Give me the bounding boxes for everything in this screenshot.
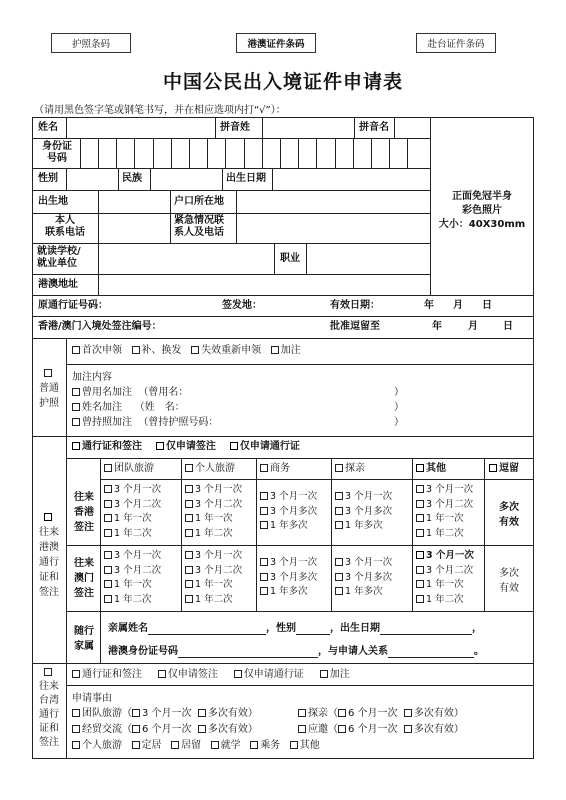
mo-individual-options: 3 个月一次 3 个月二次 1 年一次 1 年二次 [185, 549, 242, 607]
page-title: 中国公民出入境证件申请表 [162, 71, 403, 93]
family-line-2: 港澳身份证号码 ，与申请人关系 。 [108, 646, 484, 657]
tw-reason-others: 个人旅游 定居 居留 就学 乘务 其他 [72, 740, 320, 752]
former-passport-close: ） [394, 417, 404, 428]
valid-date-label: 有效日期： [330, 300, 380, 311]
business-checkbox[interactable] [260, 464, 268, 472]
tw-reason-tour: 团队旅游（ 3 个月一次 多次有效） [72, 708, 258, 720]
former-name-checkbox[interactable] [72, 388, 80, 396]
ethnicity-label: 民族 [122, 173, 142, 184]
name-note-close: ） [394, 402, 404, 413]
endorse-only-checkbox[interactable] [156, 442, 164, 450]
hk-business-options: 3 个月一次 3 个月多次 1 年多次 [260, 490, 317, 534]
category-family: 探亲 [335, 463, 365, 475]
category-individual: 个人旅游 [185, 463, 235, 475]
hkmo-checkbox[interactable] [44, 513, 52, 521]
taiwan-barcode-box [416, 33, 496, 53]
individual-checkbox[interactable] [185, 464, 193, 472]
hk-tour-options: 3 个月一次 3 个月二次 1 年一次 1 年二次 [104, 483, 161, 541]
family-checkbox[interactable] [335, 464, 343, 472]
taiwan-reason-title: 申请事由 [72, 693, 112, 704]
former-passport-checkbox[interactable] [72, 418, 80, 426]
taiwan-checkbox[interactable] [44, 668, 52, 676]
stay-day-label: 日 [503, 321, 513, 332]
other-checkbox[interactable] [416, 464, 424, 472]
mo-other-options: 3 个月一次 3 个月二次 1 年一次 1 年二次 [416, 549, 474, 607]
occupation-label: 职业 [280, 253, 300, 264]
taiwan-options: 通行证和签注 仅申请签注 仅申请通行证 加注 [72, 669, 350, 681]
tw-annotation-checkbox[interactable] [320, 670, 328, 678]
annotation-checkbox[interactable] [271, 346, 279, 354]
pinyin-given-label: 拼音名 [359, 122, 389, 133]
mo-endorse-label: 往来 澳门 签注 [74, 558, 94, 599]
stay-month-label: 月 [468, 321, 478, 332]
tw-endorse-only-checkbox[interactable] [158, 670, 166, 678]
school-label: 就读学校/ 就业单位 [37, 246, 81, 269]
hk-family-options: 3 个月一次 3 个月多次 1 年多次 [335, 490, 392, 534]
name-note-checkbox[interactable] [72, 403, 80, 411]
name-label: 姓名 [38, 122, 58, 133]
hukou-label: 户口所在地 [174, 196, 224, 207]
tw-reason-invited: 应邀（ 6 个月一次 多次有效） [298, 724, 464, 736]
taiwan-section-label: 往来 台湾 通行 证和 签注 [38, 666, 60, 750]
instruction-text: （请用黑色签字笔或钢笔书写，并在相应选项内打“√”）： [34, 105, 286, 116]
birth-date-label: 出生日期 [226, 173, 266, 184]
tw-permit-only-checkbox[interactable] [234, 670, 242, 678]
replace-checkbox[interactable] [132, 346, 140, 354]
valid-day-label: 日 [482, 300, 492, 311]
taiwan-barcode-label: 赴台证件条码 [427, 39, 485, 50]
id-number-label: 身份证 号码 [42, 141, 72, 164]
former-name-note: 曾用名加注 （曾用名： [72, 387, 188, 399]
passport-barcode-label: 护照条码 [71, 39, 110, 50]
hkmo-address-label: 港澳地址 [38, 279, 78, 290]
passport-options: 首次申领 补、换发 失效重新申领 加注 [72, 345, 301, 357]
former-name-close: ） [394, 387, 404, 398]
hk-other-options: 3 个月一次 3 个月二次 1 年一次 1 年二次 [416, 483, 473, 541]
hkmo-section-label: 往来 港澳 通行 证和 签注 [38, 510, 60, 600]
passport-section-label: 普通 护照 [38, 366, 60, 411]
stay-year-label: 年 [432, 321, 442, 332]
passport-barcode-box [51, 33, 131, 53]
reapply-checkbox[interactable] [191, 346, 199, 354]
valid-year-label: 年 [424, 300, 434, 311]
hk-endorse-label: 往来 香港 签注 [74, 492, 94, 533]
emergency-contact-label: 紧急情况联 系人及电话 [174, 215, 224, 238]
mo-stay-value: 多次 有效 [499, 568, 519, 594]
endorsement-number-label: 香港/澳门入境处签注编号： [38, 321, 162, 332]
tour-checkbox[interactable] [104, 464, 112, 472]
family-label: 随行 家属 [74, 626, 94, 652]
former-passport-note: 曾持照加注 （曾持护照号码： [72, 417, 218, 429]
category-business: 商务 [260, 463, 290, 475]
stay-until-label: 批准逗留至 [330, 321, 380, 332]
hkmo-barcode-box [236, 33, 316, 53]
permit-only-checkbox[interactable] [230, 442, 238, 450]
photo-area: 正面免冠半身 彩色照片 大小：40X30mm [438, 191, 526, 230]
mo-family-options: 3 个月一次 3 个月多次 1 年多次 [335, 556, 392, 600]
pinyin-surname-label: 拼音姓 [220, 122, 250, 133]
passport-checkbox[interactable] [44, 369, 52, 377]
hk-stay-value: 多次 有效 [499, 502, 519, 528]
category-stay: 逗留 [489, 463, 519, 475]
gender-label: 性别 [38, 173, 58, 184]
hkmo-barcode-label: 港澳证件条码 [247, 39, 305, 50]
category-other: 其他 [416, 463, 446, 475]
stay-checkbox[interactable] [489, 464, 497, 472]
mo-business-options: 3 个月一次 3 个月多次 1 年多次 [260, 556, 317, 600]
annotation-title: 加注内容 [72, 372, 112, 383]
birth-place-label: 出生地 [38, 196, 68, 207]
first-apply-checkbox[interactable] [72, 346, 80, 354]
hkmo-options: 通行证和签注 仅申请签注 仅申请通行证 [72, 441, 300, 453]
category-tour: 团队旅游 [104, 463, 154, 475]
tw-permit-endorse-checkbox[interactable] [72, 670, 80, 678]
tw-reason-trade: 经贸交流（ 6 个月一次 多次有效） [72, 724, 258, 736]
issue-place-label: 签发地： [222, 300, 262, 311]
family-line-1: 亲属姓名 ，性别 ，出生日期 ， [108, 623, 482, 634]
phone-label: 本人 联系电话 [45, 215, 85, 238]
tw-reason-family: 探亲（ 6 个月一次 多次有效） [298, 708, 464, 720]
mo-tour-options: 3 个月一次 3 个月二次 1 年一次 1 年二次 [104, 549, 161, 607]
hk-individual-options: 3 个月一次 3 个月二次 1 年一次 1 年二次 [185, 483, 242, 541]
permit-and-endorse-checkbox[interactable] [72, 442, 80, 450]
original-permit-label: 原通行证号码： [38, 300, 108, 311]
name-note: 姓名加注 （姓 名： [72, 402, 185, 414]
valid-month-label: 月 [453, 300, 463, 311]
